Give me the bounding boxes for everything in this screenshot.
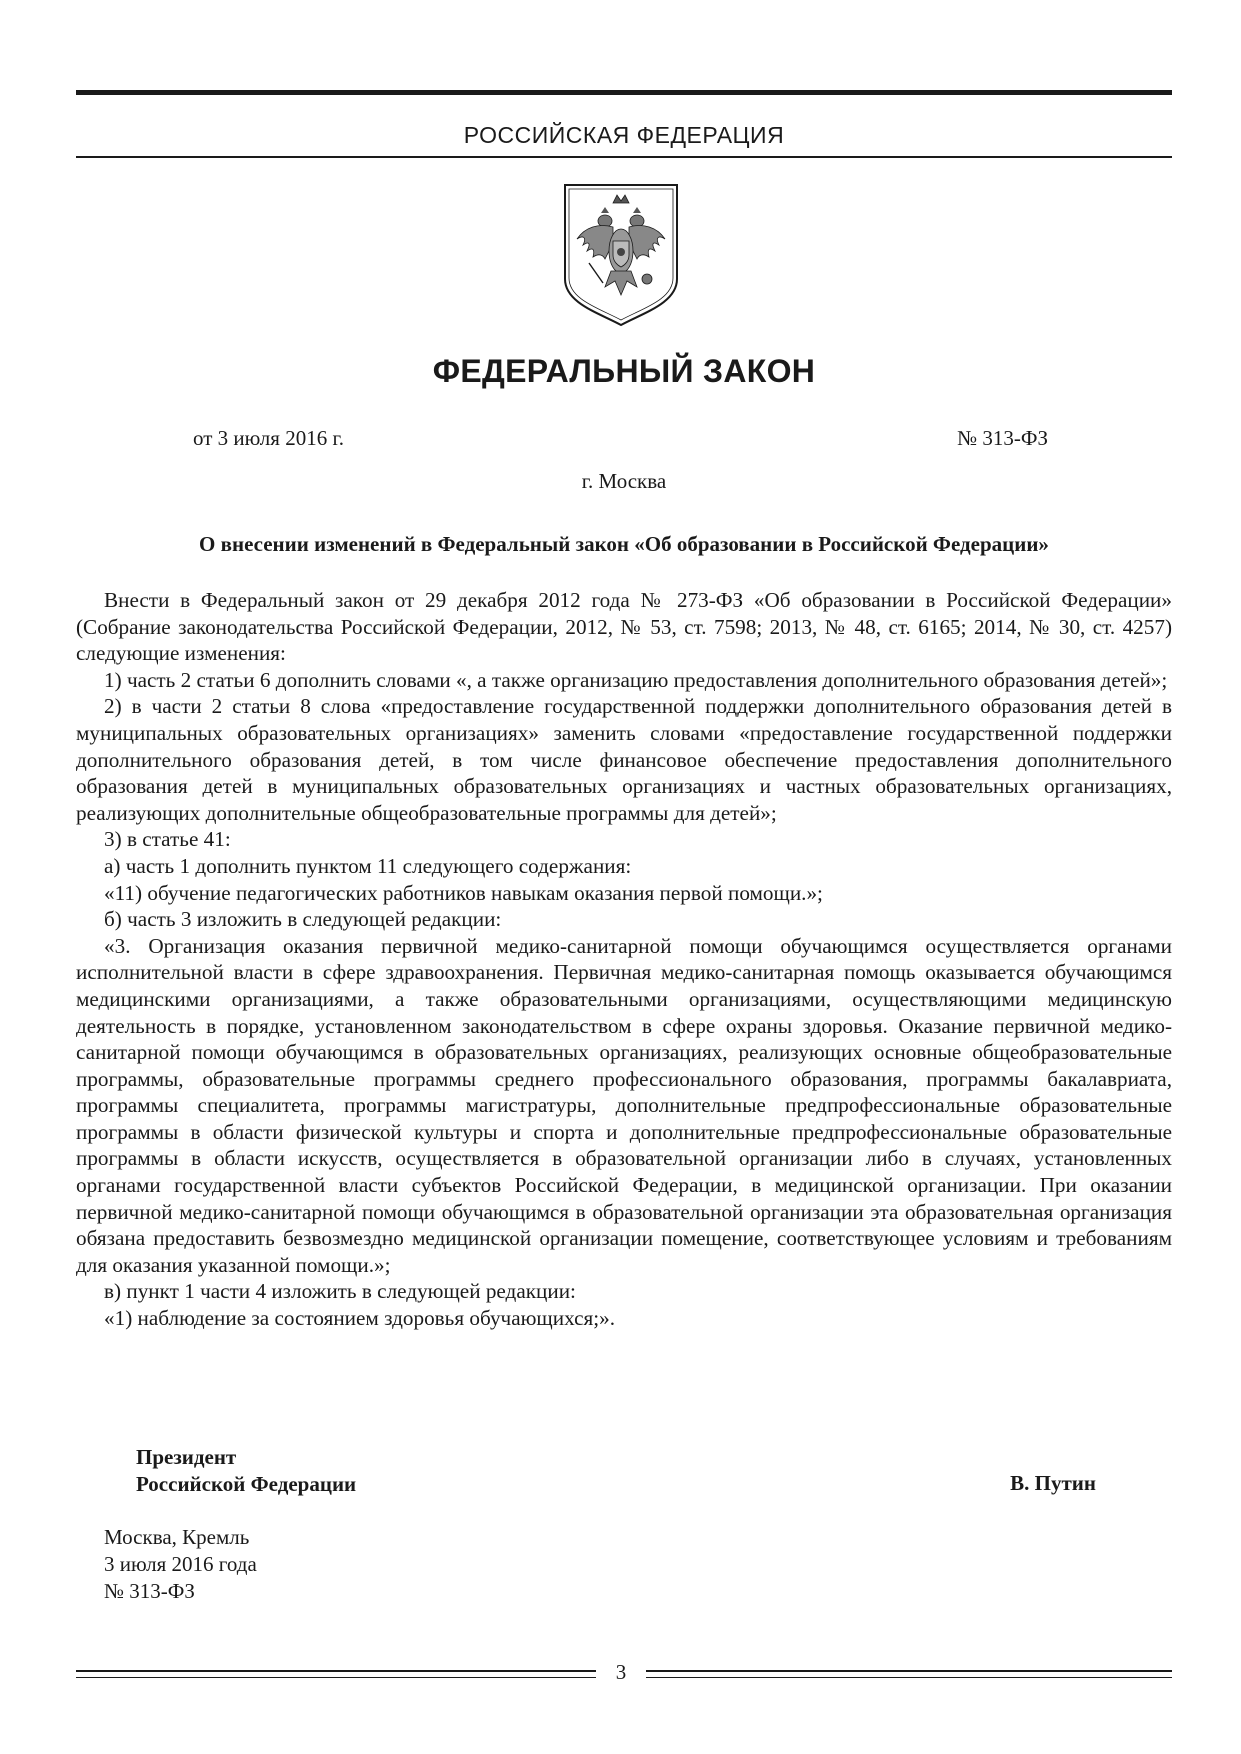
paragraph-item-1: 1) часть 2 статьи 6 дополнить словами «, а также организацию предоставления дополнительного образования детей»;: [104, 667, 1168, 692]
law-date: от 3 июля 2016 г.: [193, 426, 344, 450]
law-type-title: ФЕДЕРАЛЬНЫЙ ЗАКОН: [432, 353, 816, 389]
top-double-rule: [76, 90, 1172, 95]
signatory-name: В. Путин: [1010, 1471, 1096, 1495]
signatory-position: [136, 1444, 356, 1498]
bottom-rule-left: [76, 1670, 596, 1678]
paragraph-intro: Внести в Федеральный закон от 29 декабря 2012 года № 273-ФЗ «Об образовании в Российской Федерации» (Собрание законодательства Российской Федерации, 2012, № 53, ст. 7598; 2013, № 48, ст. 6165; 2014, № 30, ст. 4257) следующие изменения:: [76, 588, 1172, 666]
footer-date: 3 июля 2016 года: [104, 1552, 257, 1576]
footer-meta: [104, 1524, 257, 1605]
signatory-position-line2: Российской Федерации: [136, 1472, 357, 1496]
paragraph-item-3c: в) пункт 1 части 4 изложить в следующей редакции:: [104, 1279, 576, 1304]
paragraph-item-3: 3) в статье 41:: [104, 827, 231, 852]
federation-header: РОССИЙСКАЯ ФЕДЕРАЦИЯ: [463, 122, 785, 148]
law-number: № 313-ФЗ: [957, 426, 1048, 450]
footer-place: Москва, Кремль: [104, 1525, 250, 1549]
paragraph-item-3b-text: «3. Организация оказания первичной медико-санитарной помощи обучающимся осуществляется органами исполнительной власти в сфере здравоохранения. Первичная медико-санитарная помощь оказывается обучающимся медицинскими организациями, а также образовательными организациями, осуществляющими медицинскую деятельность в порядке, установленном законодательством в сфере охраны здоровья. Оказание первичной медико-санитарной помощи обучающимся в образовательных организациях, реализующих основные общеобразовательные программы, образовательные программы среднего профессионального образования, программы бакалавриата, программы специалитета, программы магистратуры, дополнительные предпрофессиональные образовательные программы в области физической культуры и спорта и дополнительные предпрофессиональные образовательные программы в области искусств, осуществляется в образовательной организации либо в случаях, установленных органами государственной власти субъектов Российской Федерации, в медицинской организации. При оказании первичной медико-санитарной помощи обучающимся в образовательной организации эта образовательная организация обязана предоставить безвозмездно медицинской организации помещение, соответствующее условиям и требованиям для оказания указанной помощи.»;: [76, 933, 1172, 1277]
document-title: О внесении изменений в Федеральный закон «Об образовании в Российской Федерации»: [199, 532, 1049, 556]
page-number: 3: [615, 1660, 627, 1684]
coat-of-arms-icon: [563, 183, 679, 327]
paragraph-item-2: 2) в части 2 статьи 8 слова «предоставление государственной поддержки дополнительного образования детей в муниципальных образовательных организациях» заменить словами «предоставление государственной поддержки дополнительного образования детей, в том числе финансовое обеспечение предоставления дополнительного образования детей в муниципальных образовательных организациях и частных образовательных организациях, реализующих дополнительные общеобразовательные программы для детей»;: [76, 694, 1172, 825]
header-rule: [76, 156, 1172, 158]
law-place: г. Москва: [581, 469, 667, 493]
signatory-position-line1: Президент: [136, 1445, 237, 1469]
footer-number: № 313-ФЗ: [104, 1579, 195, 1603]
paragraph-item-3a: а) часть 1 дополнить пунктом 11 следующего содержания:: [104, 853, 632, 878]
bottom-rule-right: [646, 1670, 1172, 1678]
paragraph-item-3b: б) часть 3 изложить в следующей редакции:: [104, 907, 502, 932]
paragraph-item-3c-text: «1) наблюдение за состоянием здоровья обучающихся;».: [104, 1306, 615, 1331]
law-body: [76, 587, 1172, 1332]
paragraph-item-3a-text: «11) обучение педагогических работников навыкам оказания первой помощи.»;: [104, 880, 823, 905]
